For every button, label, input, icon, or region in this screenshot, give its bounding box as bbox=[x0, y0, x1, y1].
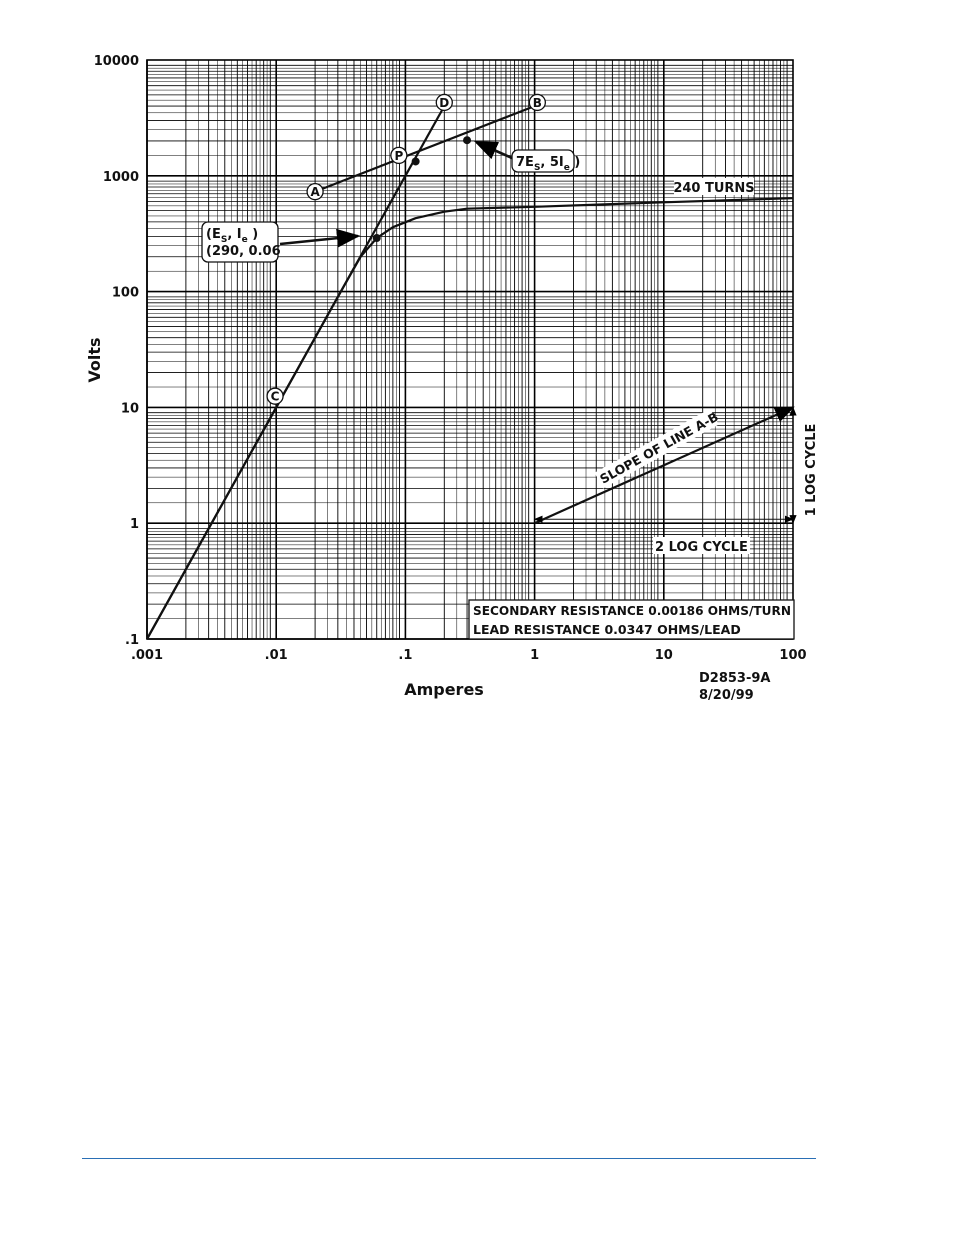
x-axis-label: Amperes bbox=[404, 680, 484, 699]
line-a-b bbox=[315, 106, 534, 192]
knee-callout-part: S bbox=[220, 235, 228, 245]
mult-callout-part: , 5I bbox=[540, 155, 564, 170]
point-p bbox=[412, 157, 420, 165]
secondary-resistance-note: SECONDARY RESISTANCE 0.00186 OHMS/TURN bbox=[473, 603, 791, 618]
y-tick-label: .1 bbox=[125, 633, 139, 648]
x-tick-label: .001 bbox=[130, 648, 164, 663]
x-tick-label: 10 bbox=[654, 648, 673, 663]
curve-label: 240 TURNS bbox=[673, 181, 755, 196]
x-tick-label: .1 bbox=[398, 648, 413, 663]
y-tick-label: 100 bbox=[111, 285, 139, 301]
y-tick-label: 10000 bbox=[93, 54, 139, 69]
7es-5ie-point bbox=[463, 136, 471, 144]
y-tick-label: 1000 bbox=[102, 169, 139, 185]
x-tick-label: 1 bbox=[530, 648, 540, 663]
mult-callout-part: 7E bbox=[516, 155, 534, 170]
y-axis-label: Volts bbox=[85, 337, 104, 383]
x-tick-label: .01 bbox=[264, 648, 288, 663]
mult-callout-part: e bbox=[563, 163, 570, 173]
knee-callout-values: (290, 0.06 bbox=[206, 244, 281, 259]
knee-callout-part: e bbox=[241, 235, 248, 245]
footer-rule bbox=[82, 1158, 816, 1159]
y-tick-label: 1 bbox=[129, 517, 139, 533]
drawing-number: D2853-9A bbox=[699, 671, 771, 686]
point-label-d: D bbox=[439, 95, 450, 110]
x-tick-label: 100 bbox=[779, 648, 807, 663]
point-label-b: B bbox=[532, 95, 542, 110]
knee-callout-part: (E bbox=[206, 227, 221, 242]
lead-resistance-note: LEAD RESISTANCE 0.0347 OHMS/LEAD bbox=[473, 622, 741, 637]
knee-callout-part: ) bbox=[247, 227, 259, 242]
y-tick-label: 10 bbox=[120, 401, 139, 417]
mult-callout-part: S bbox=[533, 163, 541, 173]
point-label-c: C bbox=[270, 389, 280, 404]
slope-label: SLOPE OF LINE A-B bbox=[597, 408, 721, 487]
drawing-date: 8/20/99 bbox=[699, 688, 754, 703]
es-ie-point bbox=[373, 234, 381, 242]
one-log-cycle-label: 1 LOG CYCLE bbox=[804, 423, 819, 517]
two-log-cycle-label: 2 LOG CYCLE bbox=[655, 540, 748, 555]
mult-callout-part: ) bbox=[569, 155, 581, 170]
point-label-p: P bbox=[394, 148, 404, 163]
point-label-a: A bbox=[310, 185, 320, 200]
knee-callout-part: , I bbox=[227, 227, 242, 242]
